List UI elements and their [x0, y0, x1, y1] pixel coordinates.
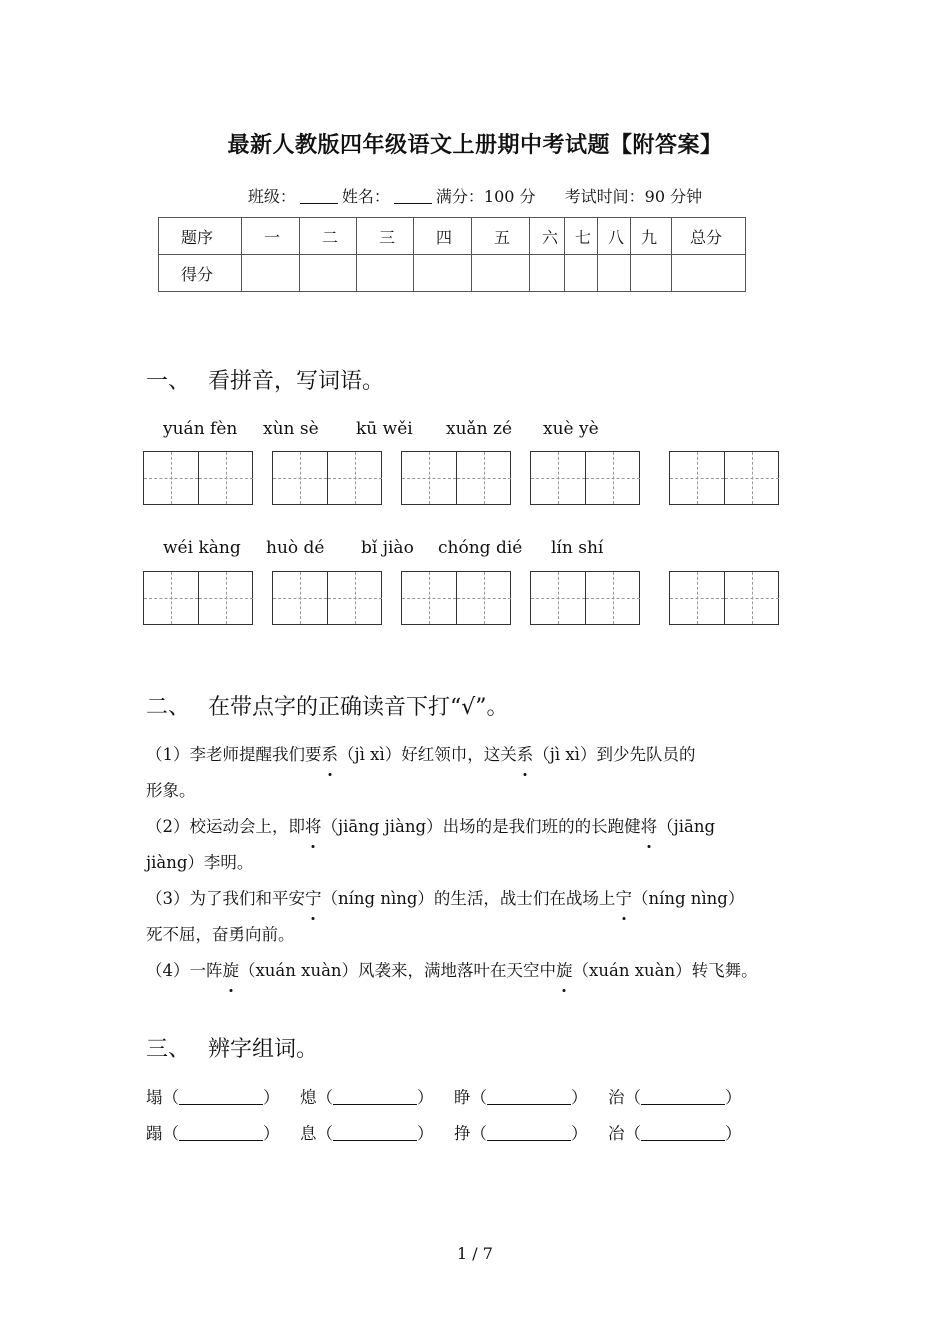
- answer-blank[interactable]: [333, 1139, 417, 1141]
- pinyin-label: lín shí: [551, 538, 604, 558]
- word-item[interactable]: [454, 1120, 608, 1144]
- word-item[interactable]: [300, 1120, 454, 1144]
- table-cell: 一: [242, 218, 300, 255]
- dotted-char: 将: [305, 809, 322, 845]
- question-text[interactable]: jiàng）李明。: [146, 853, 254, 872]
- word-item[interactable]: [608, 1084, 762, 1108]
- pinyin-label: xùn sè: [263, 419, 319, 439]
- question-2: [146, 809, 826, 881]
- score-cell[interactable]: [565, 255, 598, 292]
- full-score: 满分：100 分: [435, 187, 536, 206]
- section-title: 在带点字的正确读音下打“√”。: [208, 695, 509, 720]
- word-char: 治（: [608, 1088, 641, 1107]
- question-text: 死不屈，奋勇向前。: [146, 925, 295, 944]
- table-cell: 二: [300, 218, 357, 255]
- dotted-char: 旋: [556, 953, 573, 989]
- answer-blank[interactable]: [179, 1103, 263, 1105]
- answer-blank[interactable]: [333, 1103, 417, 1105]
- pinyin-label: wéi kàng: [163, 538, 241, 558]
- close-paren: ）: [571, 1124, 588, 1143]
- word-item[interactable]: [608, 1120, 762, 1144]
- question-text[interactable]: （jiāng jiàng）出场的是我们班的的长跑健: [321, 817, 641, 836]
- exam-info: [0, 184, 950, 207]
- score-cell[interactable]: [357, 255, 414, 292]
- answer-blank[interactable]: [641, 1139, 725, 1141]
- word-row-1: [146, 1084, 762, 1108]
- close-paren: ）: [725, 1088, 742, 1107]
- writing-box[interactable]: [401, 571, 511, 625]
- word-item[interactable]: [300, 1084, 454, 1108]
- writing-box[interactable]: [530, 571, 640, 625]
- answer-blank[interactable]: [179, 1139, 263, 1141]
- question-text[interactable]: （xuán xuàn）转飞舞。: [572, 961, 758, 980]
- question-text: （2）校运动会上，即: [146, 817, 305, 836]
- question-text: （4）一阵: [146, 961, 223, 980]
- word-char: 挣（: [454, 1124, 487, 1143]
- writing-box[interactable]: [401, 451, 511, 505]
- section2-heading: [146, 690, 509, 721]
- score-header-row: [159, 218, 746, 255]
- pinyin-label: yuán fèn: [163, 419, 238, 439]
- writing-box[interactable]: [143, 451, 253, 505]
- score-input-row: [159, 255, 746, 292]
- pinyin-label: xuǎn zé: [446, 419, 513, 439]
- score-cell[interactable]: [631, 255, 672, 292]
- close-paren: ）: [571, 1088, 588, 1107]
- word-item[interactable]: [146, 1120, 300, 1144]
- score-cell[interactable]: [242, 255, 300, 292]
- question-3: [146, 881, 836, 953]
- score-cell[interactable]: [598, 255, 631, 292]
- question-text[interactable]: （jì xì）好红领巾，这关: [338, 745, 517, 764]
- writing-box[interactable]: [669, 451, 779, 505]
- dotted-char: 宁: [305, 881, 322, 917]
- word-item[interactable]: [454, 1084, 608, 1108]
- table-cell: 六: [530, 218, 565, 255]
- section-title: 看拼音，写词语。: [208, 369, 385, 394]
- writing-box[interactable]: [143, 571, 253, 625]
- dotted-char: 系: [517, 737, 534, 773]
- section-number: 二、: [146, 695, 191, 720]
- score-table: [158, 217, 746, 292]
- pinyin-label: kū wěi: [356, 419, 413, 439]
- score-cell[interactable]: [414, 255, 472, 292]
- word-char: 塌（: [146, 1088, 179, 1107]
- answer-blank[interactable]: [487, 1103, 571, 1105]
- question-1: [146, 737, 826, 809]
- word-row-2: [146, 1120, 762, 1144]
- pinyin-label: bǐ jiào: [361, 538, 414, 558]
- dotted-char: 旋: [223, 953, 240, 989]
- answer-blank[interactable]: [641, 1103, 725, 1105]
- score-cell[interactable]: [300, 255, 357, 292]
- class-label: 班级：: [247, 187, 296, 206]
- pinyin-label: huò dé: [266, 538, 325, 558]
- score-cell[interactable]: [672, 255, 746, 292]
- question-text: 形象。: [146, 781, 196, 800]
- section-number: 一、: [146, 369, 191, 394]
- class-blank[interactable]: [300, 202, 338, 204]
- dotted-char: 将: [641, 809, 658, 845]
- word-item[interactable]: [146, 1084, 300, 1108]
- page-number: 1 / 7: [457, 1244, 493, 1263]
- pinyin-label: chóng dié: [438, 538, 523, 558]
- pinyin-label: xuè yè: [543, 419, 599, 439]
- writing-box[interactable]: [669, 571, 779, 625]
- section-number: 三、: [146, 1037, 191, 1062]
- table-cell: 八: [598, 218, 631, 255]
- close-paren: ）: [417, 1088, 434, 1107]
- question-text[interactable]: （níng nìng）的生活，战士们在战场上: [321, 889, 616, 908]
- table-cell: 题序: [159, 218, 242, 255]
- question-text[interactable]: （jiāng: [657, 817, 716, 836]
- writing-box[interactable]: [530, 451, 640, 505]
- section3-heading: [146, 1032, 318, 1063]
- section-title: 辨字组词。: [208, 1037, 319, 1062]
- table-cell: 总分: [672, 218, 746, 255]
- name-blank[interactable]: [394, 202, 432, 204]
- writing-box[interactable]: [272, 571, 382, 625]
- section1-heading: [146, 364, 384, 395]
- word-char: 睁（: [454, 1088, 487, 1107]
- dotted-char: 宁: [615, 881, 632, 917]
- answer-blank[interactable]: [487, 1139, 571, 1141]
- question-text: （1）李老师提醒我们要: [146, 745, 322, 764]
- dotted-char: 系: [322, 737, 339, 773]
- table-cell: 三: [357, 218, 414, 255]
- exam-time: 考试时间：90 分钟: [564, 187, 703, 206]
- table-cell: 五: [472, 218, 530, 255]
- close-paren: ）: [263, 1088, 280, 1107]
- question-text[interactable]: （níng nìng）: [631, 889, 745, 908]
- question-text[interactable]: （xuán xuàn）风袭来，满地落叶在天空中: [239, 961, 557, 980]
- close-paren: ）: [417, 1124, 434, 1143]
- writing-box[interactable]: [272, 451, 382, 505]
- word-char: 息（: [300, 1124, 333, 1143]
- word-char: 冶（: [608, 1124, 641, 1143]
- score-cell[interactable]: [472, 255, 530, 292]
- table-cell: 七: [565, 218, 598, 255]
- question-text[interactable]: （jì xì）到少先队员的: [533, 745, 696, 764]
- page-title: 最新人教版四年级语文上册期中考试题【附答案】: [227, 132, 723, 158]
- table-cell: 得分: [159, 255, 242, 292]
- word-char: 蹋（: [146, 1124, 179, 1143]
- question-text: （3）为了我们和平安: [146, 889, 305, 908]
- table-cell: 四: [414, 218, 472, 255]
- table-cell: 九: [631, 218, 672, 255]
- close-paren: ）: [263, 1124, 280, 1143]
- score-cell[interactable]: [530, 255, 565, 292]
- question-4: [146, 953, 846, 989]
- name-label: 姓名：: [341, 187, 390, 206]
- word-char: 熄（: [300, 1088, 333, 1107]
- close-paren: ）: [725, 1124, 742, 1143]
